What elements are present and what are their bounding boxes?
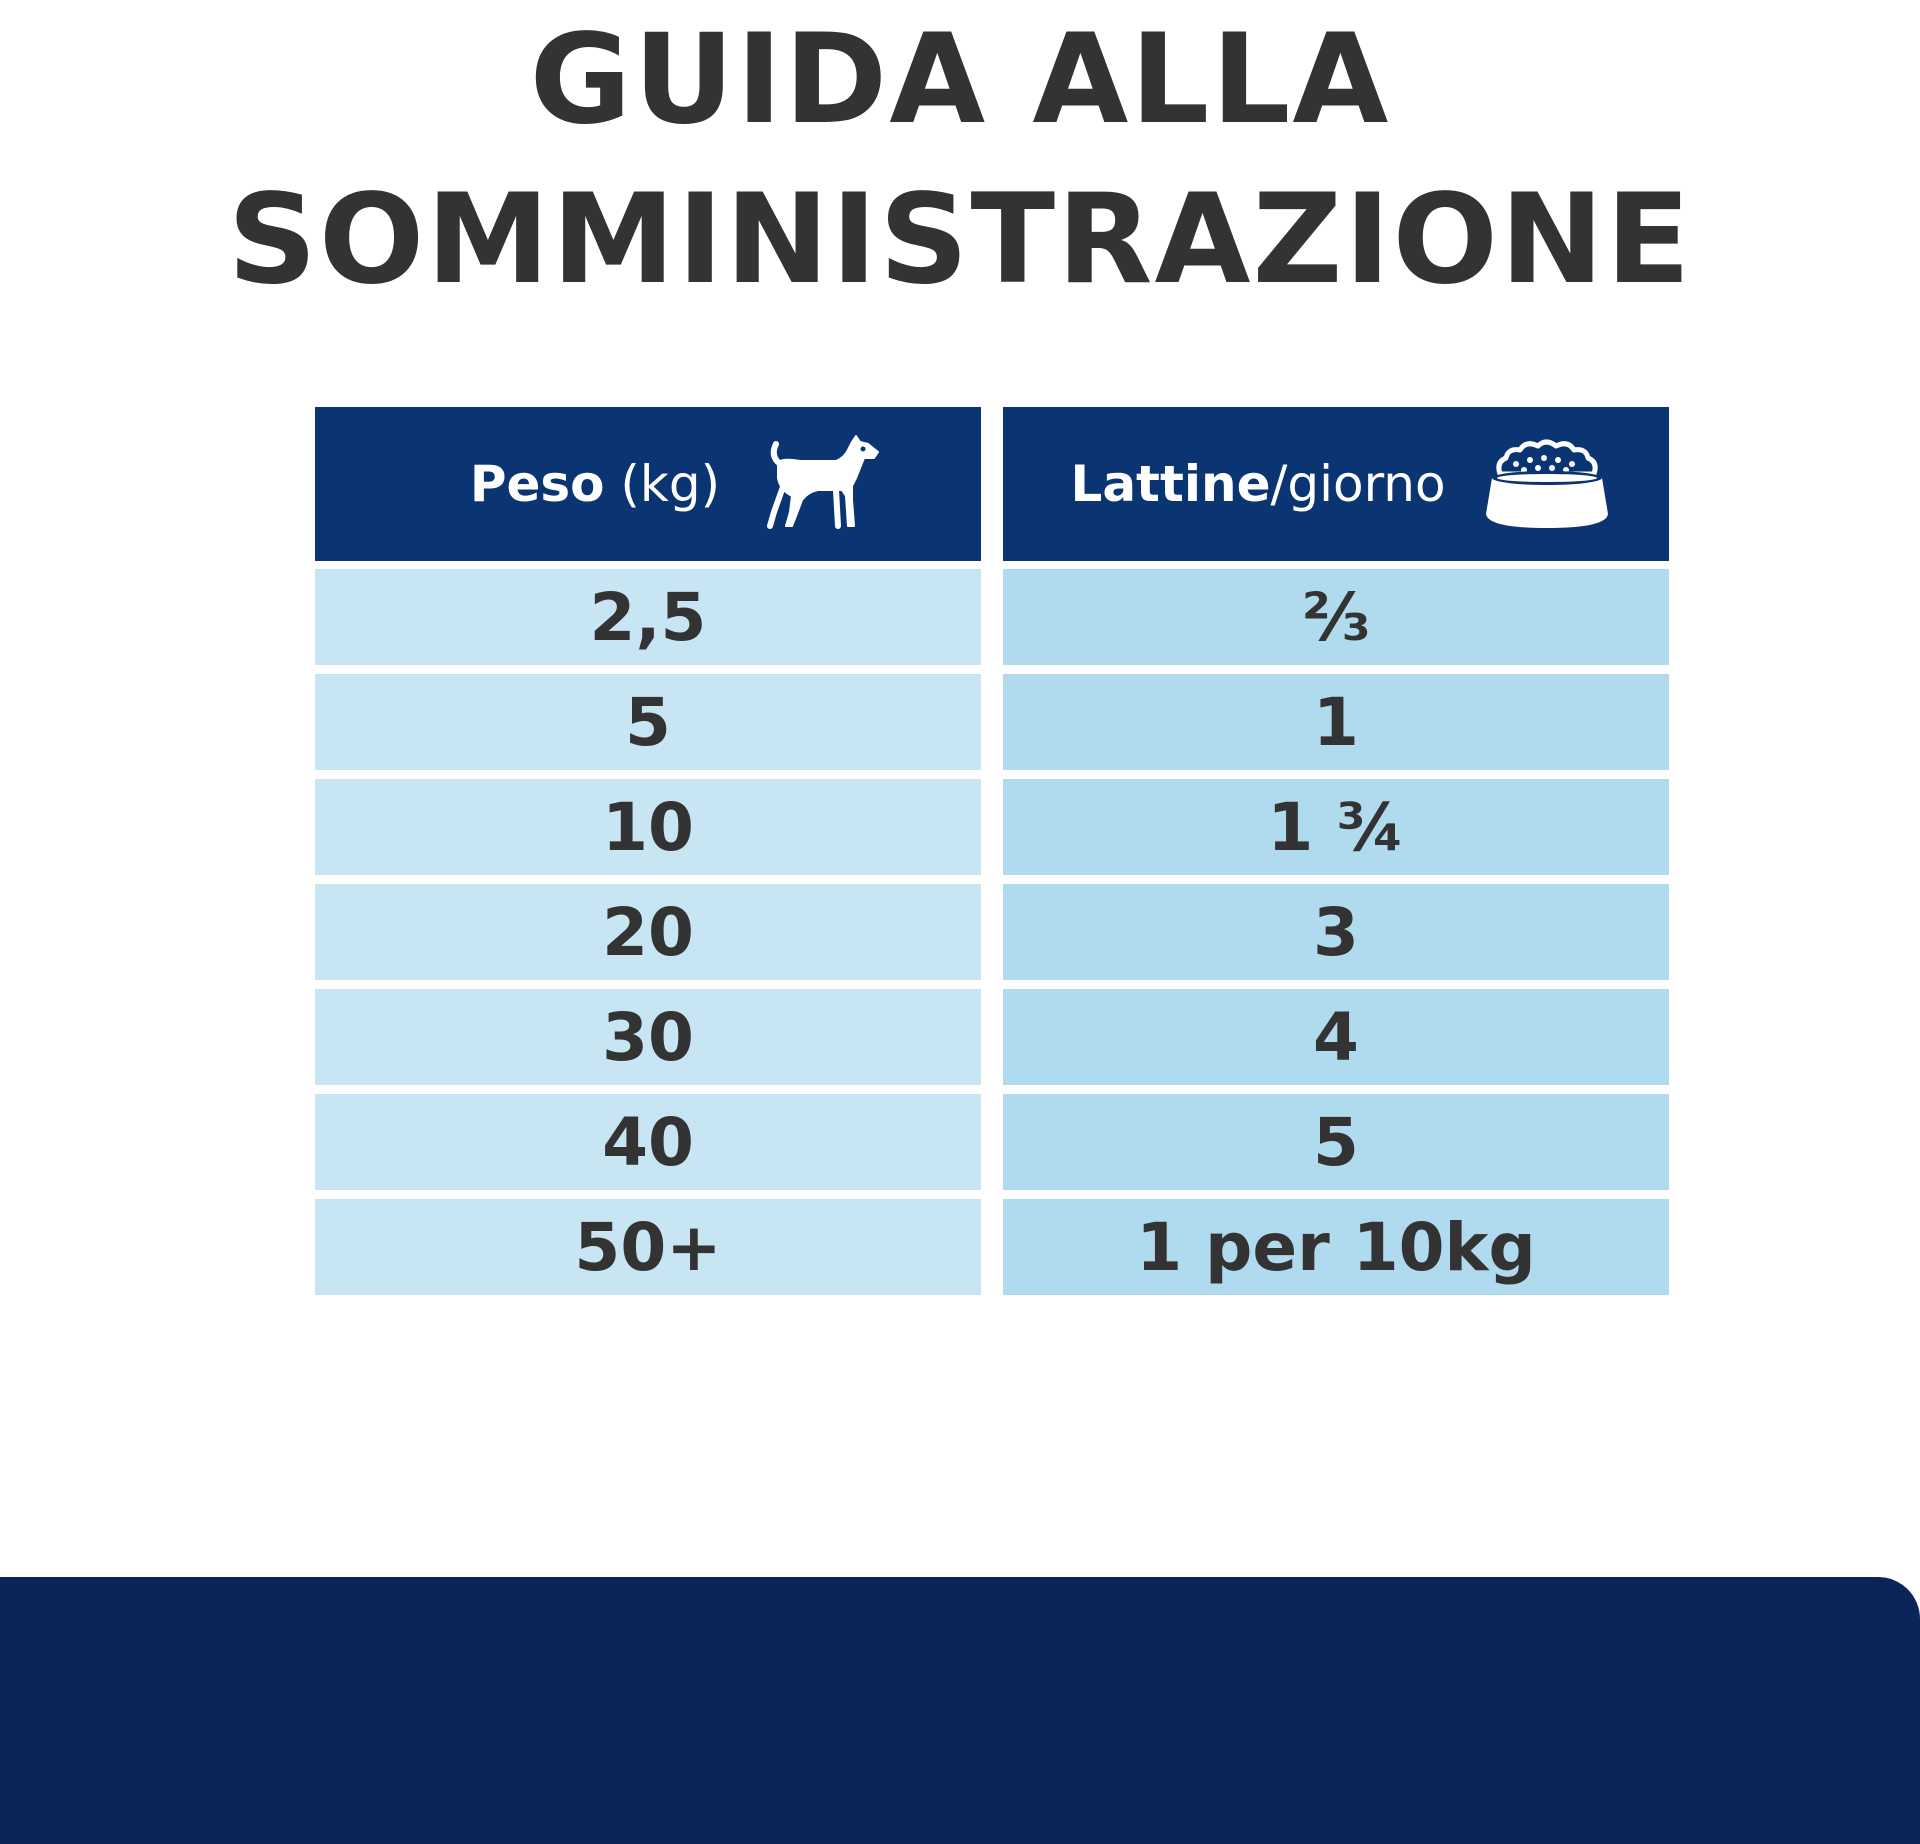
- table-row: [315, 1199, 1669, 1295]
- table-row: [315, 1094, 1669, 1190]
- dog-icon: [756, 434, 886, 534]
- footer-band: [0, 1577, 1920, 1844]
- cans-cell: ⅔: [1003, 569, 1669, 665]
- cans-cell: 1 per 10kg: [1003, 1199, 1669, 1295]
- cans-cell: 1 ¾: [1003, 779, 1669, 875]
- header-cans: [1003, 407, 1669, 561]
- weight-cell: 20: [315, 884, 981, 980]
- table-row: [315, 779, 1669, 875]
- table-body: [315, 569, 1669, 1295]
- page-title: [0, 0, 1920, 320]
- header-cans-label: Lattine: [1070, 455, 1271, 513]
- table-row: [315, 989, 1669, 1085]
- table-row: [315, 569, 1669, 665]
- header-weight: [315, 407, 981, 561]
- header-weight-unit: (kg): [604, 455, 721, 513]
- food-bowl-icon: [1482, 434, 1612, 534]
- table-header-row: [315, 407, 1669, 561]
- cans-cell: 3: [1003, 884, 1669, 980]
- weight-cell: 40: [315, 1094, 981, 1190]
- page-title-line-2: SOMMINISTRAZIONE: [227, 168, 1693, 312]
- cans-cell: 4: [1003, 989, 1669, 1085]
- table-row: [315, 674, 1669, 770]
- header-cans-unit: /giorno: [1270, 455, 1446, 513]
- cans-cell: 1: [1003, 674, 1669, 770]
- page-title-line-1: GUIDA ALLA: [529, 8, 1391, 152]
- header-weight-label: Peso: [469, 455, 605, 513]
- feeding-table: [315, 407, 1669, 1295]
- weight-cell: 10: [315, 779, 981, 875]
- weight-cell: 5: [315, 674, 981, 770]
- weight-cell: 30: [315, 989, 981, 1085]
- weight-cell: 2,5: [315, 569, 981, 665]
- cans-cell: 5: [1003, 1094, 1669, 1190]
- weight-cell: 50+: [315, 1199, 981, 1295]
- table-row: [315, 884, 1669, 980]
